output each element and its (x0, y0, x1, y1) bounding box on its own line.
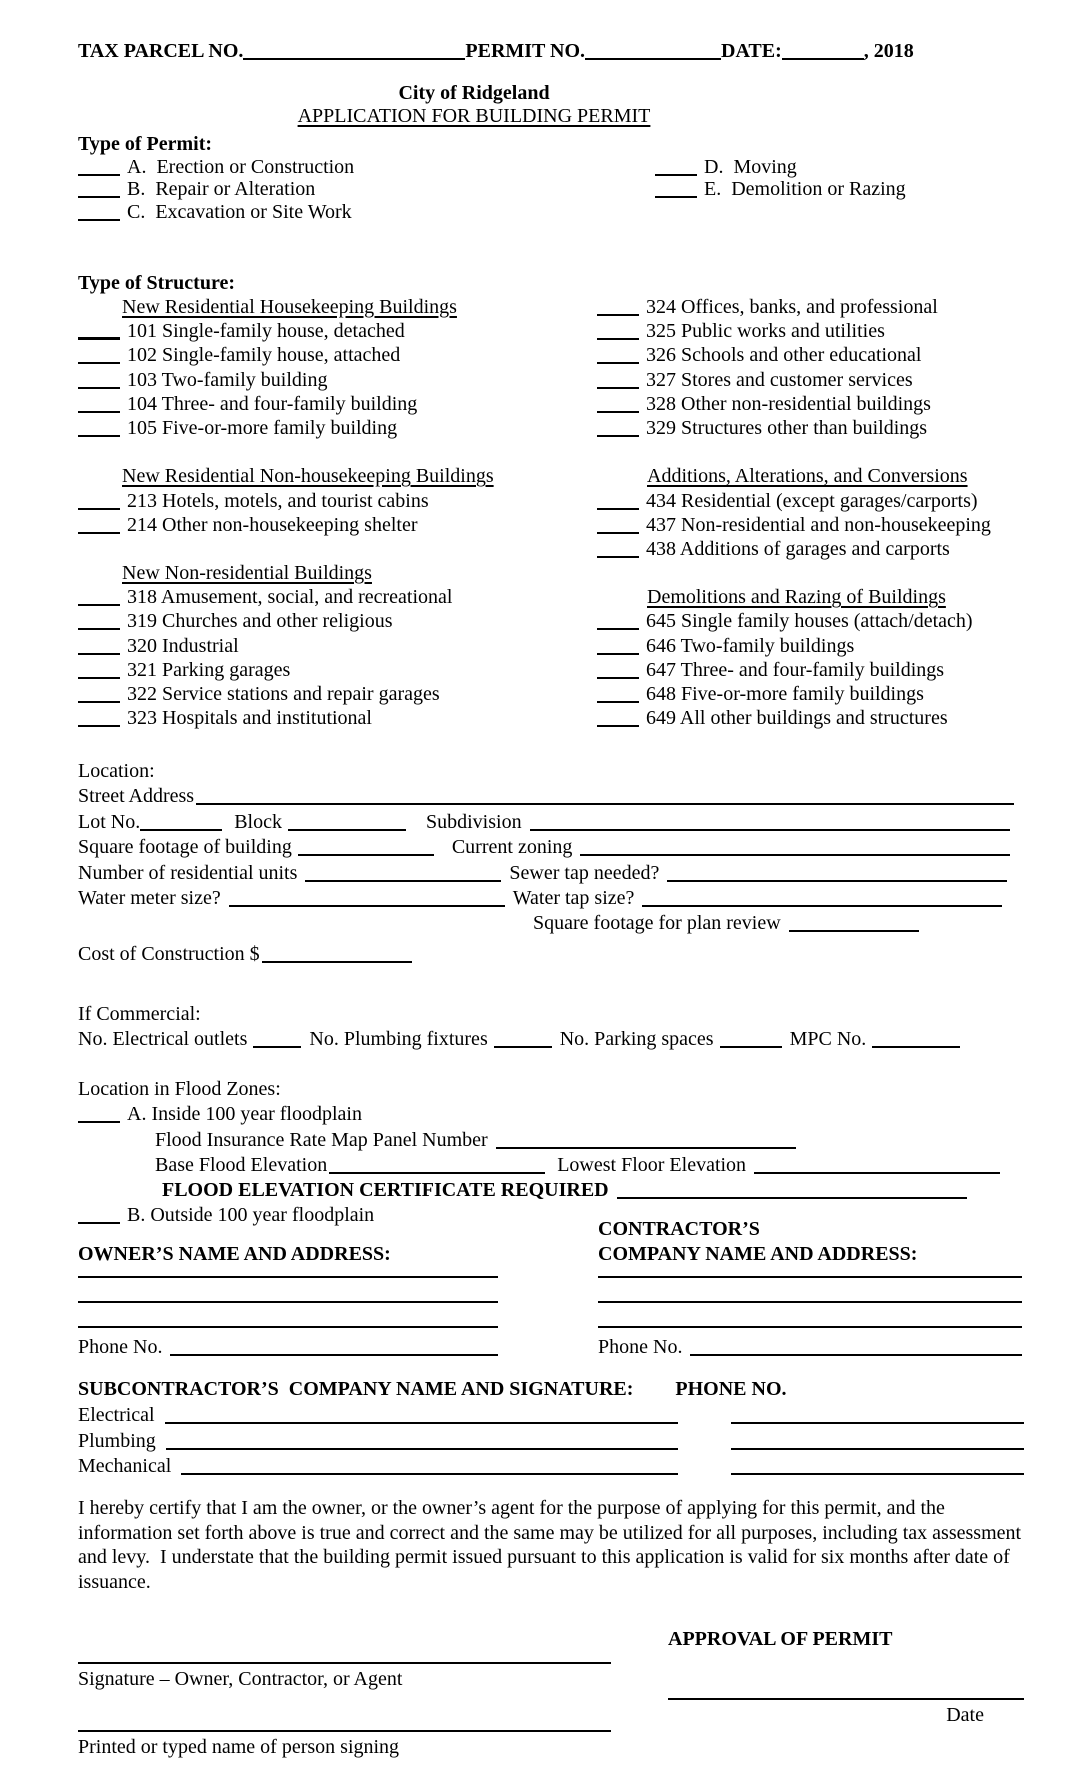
group-header-housekeeping: New Residential Housekeeping Buildings (122, 296, 457, 318)
firm-panel-label: Flood Insurance Rate Map Panel Number (155, 1128, 488, 1151)
checkbox-437[interactable] (597, 532, 639, 534)
commercial-section (78, 1003, 1024, 1054)
owner-address-line-1[interactable] (78, 1276, 498, 1278)
structure-option-647: 647 Three- and four-family buildings (646, 658, 945, 681)
sewer-tap-blank[interactable] (667, 880, 1007, 882)
base-flood-elevation-label: Base Flood Elevation (155, 1153, 328, 1176)
form-header-line (78, 40, 914, 63)
checkbox-101[interactable] (78, 337, 120, 340)
permit-type-row (78, 201, 1058, 223)
flood-certificate-label: FLOOD ELEVATION CERTIFICATE REQUIRED (162, 1179, 609, 1202)
street-address-blank[interactable] (196, 803, 1014, 805)
approval-date-label: Date (946, 1704, 984, 1726)
structure-heading: Type of Structure: (78, 272, 236, 294)
structure-option-319: 319 Churches and other religious (127, 610, 393, 633)
contractor-address-line-1[interactable] (598, 1276, 1022, 1278)
current-zoning-blank[interactable] (580, 854, 1010, 856)
subcontractor-phone-heading: PHONE NO. (675, 1378, 787, 1400)
parking-spaces-label: No. Parking spaces (559, 1028, 714, 1051)
printed-name-caption: Printed or typed name of person signing (78, 1736, 400, 1758)
lot-no-blank[interactable] (140, 829, 222, 831)
water-meter-blank[interactable] (229, 905, 505, 907)
checkbox-flood-a[interactable] (78, 1121, 120, 1123)
checkbox-blank-e[interactable] (655, 196, 697, 198)
lot-no-label: Lot No. (78, 810, 141, 833)
structure-option-325: 325 Public works and utilities (646, 320, 885, 343)
structure-option-648: 648 Five-or-more family buildings (646, 683, 924, 705)
checkbox-321[interactable] (78, 677, 120, 679)
structure-option-318: 318 Amusement, social, and recreational (127, 586, 453, 609)
tax-parcel-label: TAX PARCEL NO. (78, 40, 244, 62)
structure-option-646: 646 Two-family buildings (646, 634, 855, 657)
structure-option-104: 104 Three- and four-family building (127, 392, 418, 415)
contractor-heading-line2: COMPANY NAME AND ADDRESS: (598, 1243, 918, 1265)
owner-phone-label: Phone No. (78, 1336, 163, 1358)
permit-option-d: D. Moving (704, 156, 797, 178)
residential-units-blank[interactable] (305, 880, 501, 882)
printed-name-line[interactable] (78, 1730, 611, 1732)
plumbing-fixtures-blank[interactable] (494, 1046, 552, 1048)
structure-option-102: 102 Single-family house, attached (127, 344, 401, 367)
structure-option-437: 437 Non-residential and non-housekeeping (646, 513, 991, 536)
structure-option-326: 326 Schools and other educational (646, 344, 922, 367)
parking-spaces-blank[interactable] (720, 1046, 782, 1048)
checkbox-326[interactable] (597, 362, 639, 364)
permit-type-list (78, 156, 1058, 223)
flood-option-a: A. Inside 100 year floodplain (127, 1103, 362, 1126)
date-label: DATE: (721, 40, 782, 62)
owner-address-line-3[interactable] (78, 1326, 498, 1328)
commercial-heading: If Commercial: (78, 1003, 201, 1025)
checkbox-322[interactable] (78, 701, 120, 703)
contractor-address-line-2[interactable] (598, 1301, 1022, 1303)
flood-option-b: B. Outside 100 year floodplain (127, 1204, 375, 1227)
subcontractor-row-mechanical (78, 1455, 1024, 1481)
structure-grid (78, 296, 1058, 731)
block-blank[interactable] (288, 829, 406, 831)
electrical-phone-blank[interactable] (731, 1422, 1024, 1424)
checkbox-647[interactable] (597, 677, 639, 679)
structure-option-329: 329 Structures other than buildings (646, 416, 928, 439)
structure-option-320: 320 Industrial (127, 634, 239, 657)
lowest-floor-elevation-blank[interactable] (754, 1172, 1000, 1174)
checkbox-328[interactable] (597, 411, 639, 413)
permit-option-e: E. Demolition or Razing (704, 178, 906, 201)
electrical-outlets-blank[interactable] (253, 1046, 301, 1048)
subdivision-blank[interactable] (530, 829, 1010, 831)
signature-line[interactable] (78, 1662, 611, 1664)
structure-option-321: 321 Parking garages (127, 658, 291, 681)
checkbox-320[interactable] (78, 653, 120, 655)
structure-option-213: 213 Hotels, motels, and tourist cabins (127, 489, 429, 512)
subcontractor-heading: SUBCONTRACTOR’S COMPANY NAME AND SIGNATURE: (78, 1378, 634, 1400)
checkbox-318[interactable] (78, 604, 120, 606)
subcontractor-section (78, 1378, 1024, 1481)
signature-section (78, 1628, 1024, 1792)
water-tap-label: Water tap size? (512, 886, 635, 909)
block-label: Block (234, 810, 282, 833)
year-label: , 2018 (863, 40, 914, 62)
structure-option-324: 324 Offices, banks, and professional (646, 296, 938, 318)
permit-option-c: C. Excavation or Site Work (127, 200, 352, 223)
signature-caption: Signature – Owner, Contractor, or Agent (78, 1668, 403, 1690)
structure-option-103: 103 Two-family building (127, 368, 328, 391)
checkbox-648[interactable] (597, 701, 639, 703)
checkbox-434[interactable] (597, 508, 639, 510)
plumbing-company-blank[interactable] (166, 1448, 678, 1450)
owner-heading: OWNER’S NAME AND ADDRESS: (78, 1243, 391, 1265)
structure-option-645: 645 Single family houses (attach/detach) (646, 610, 973, 633)
checkbox-329[interactable] (597, 435, 639, 437)
street-address-label: Street Address (78, 785, 195, 808)
group-header-demolitions: Demolitions and Razing of Buildings (647, 586, 946, 609)
permit-type-heading: Type of Permit: (78, 133, 213, 155)
approval-date-line[interactable] (668, 1698, 1024, 1700)
owner-phone-blank[interactable] (170, 1354, 498, 1356)
structure-option-438: 438 Additions of garages and carports (646, 537, 950, 560)
checkbox-blank-c[interactable] (78, 219, 120, 221)
contractor-phone-label: Phone No. (598, 1336, 683, 1358)
building-sqft-label: Square footage of building (78, 836, 292, 859)
checkbox-319[interactable] (78, 628, 120, 630)
structure-option-649: 649 All other buildings and structures (646, 707, 948, 730)
title-block (78, 82, 870, 128)
checkbox-646[interactable] (597, 653, 639, 655)
flood-section (78, 1078, 1024, 1230)
electrical-company-blank[interactable] (165, 1422, 678, 1424)
mpc-no-label: MPC No. (789, 1028, 867, 1051)
contractor-phone-row (598, 1336, 1022, 1359)
owner-address-line-2[interactable] (78, 1301, 498, 1303)
flood-certificate-blank[interactable] (617, 1197, 967, 1199)
parties-section (78, 1218, 1024, 1378)
group-header-additions: Additions, Alterations, and Conversions (647, 465, 968, 488)
date-blank[interactable] (782, 58, 864, 60)
plumbing-phone-blank[interactable] (731, 1448, 1024, 1450)
mechanical-company-blank[interactable] (181, 1473, 678, 1475)
plan-review-label: Square footage for plan review (533, 912, 781, 935)
subdivision-label: Subdivision (426, 810, 522, 833)
tax-parcel-blank[interactable] (243, 58, 465, 60)
location-heading: Location: (78, 760, 155, 782)
contractor-heading-line1: CONTRACTOR’S (598, 1218, 760, 1240)
subcontractor-row-plumbing (78, 1430, 1024, 1456)
lowest-floor-elevation-label: Lowest Floor Elevation (557, 1153, 747, 1176)
checkbox-214[interactable] (78, 532, 120, 534)
checkbox-324[interactable] (597, 314, 639, 316)
water-meter-label: Water meter size? (78, 886, 221, 909)
residential-units-label: Number of residential units (78, 861, 298, 884)
checkbox-blank-d[interactable] (655, 174, 697, 176)
permit-type-row (78, 178, 1058, 200)
structure-option-322: 322 Service stations and repair garages (127, 683, 440, 705)
certification-text: I hereby certify that I am the owner, or the owner’s agent for the purpose of applying for this permit, and the information set forth above is true and correct and the same may be utilized for all purposes, including tax assessment and levy. I understate that the building permit issued pursuant to this application is valid for six months after date of issuance. (78, 1497, 1027, 1593)
checkbox-105[interactable] (78, 435, 120, 437)
group-header-non-residential: New Non-residential Buildings (122, 562, 372, 585)
subcontractor-row-electrical (78, 1404, 1024, 1430)
permit-no-label: PERMIT NO. (465, 40, 586, 62)
owner-phone-row (78, 1336, 498, 1359)
mpc-no-blank[interactable] (872, 1046, 960, 1048)
structure-option-101: 101 Single-family house, detached (127, 320, 405, 343)
plumbing-fixtures-label: No. Plumbing fixtures (309, 1028, 488, 1051)
checkbox-645[interactable] (597, 628, 639, 630)
structure-option-327: 327 Stores and customer services (646, 368, 913, 391)
construction-cost-blank[interactable] (262, 961, 412, 963)
checkbox-blank-b[interactable] (78, 196, 120, 198)
form-title: APPLICATION FOR BUILDING PERMIT (297, 105, 651, 127)
checkbox-blank-a[interactable] (78, 174, 120, 176)
firm-panel-blank[interactable] (496, 1147, 796, 1149)
mechanical-phone-blank[interactable] (731, 1473, 1024, 1475)
permit-option-b: B. Repair or Alteration (127, 178, 316, 201)
structure-option-328: 328 Other non-residential buildings (646, 392, 931, 415)
structure-option-434: 434 Residential (except garages/carports) (646, 489, 978, 512)
base-flood-elevation-blank[interactable] (329, 1172, 545, 1174)
permit-option-a: A. Erection or Construction (127, 156, 355, 178)
sewer-tap-label: Sewer tap needed? (509, 861, 660, 884)
contractor-address-line-3[interactable] (598, 1326, 1022, 1328)
checkbox-649[interactable] (597, 725, 639, 727)
checkbox-213[interactable] (78, 508, 120, 510)
location-section (78, 760, 1024, 968)
checkbox-104[interactable] (78, 411, 120, 413)
checkbox-327[interactable] (597, 387, 639, 389)
current-zoning-label: Current zoning (451, 836, 573, 859)
water-tap-blank[interactable] (642, 905, 1002, 907)
structure-option-323: 323 Hospitals and institutional (127, 707, 372, 730)
checkbox-325[interactable] (597, 338, 639, 340)
electrical-label: Electrical (78, 1404, 155, 1426)
checkbox-323[interactable] (78, 725, 120, 727)
checkbox-103[interactable] (78, 387, 120, 389)
structure-option-105: 105 Five-or-more family building (127, 416, 398, 439)
construction-cost-label: Cost of Construction $ (78, 942, 260, 965)
plan-review-blank[interactable] (789, 930, 919, 932)
electrical-outlets-label: No. Electrical outlets (78, 1028, 248, 1051)
approval-heading: APPROVAL OF PERMIT (668, 1628, 893, 1650)
group-header-non-housekeeping: New Residential Non-housekeeping Buildings (122, 465, 494, 488)
permit-type-row (78, 156, 1058, 178)
structure-option-214: 214 Other non-housekeeping shelter (127, 513, 418, 536)
permit-no-blank[interactable] (585, 58, 721, 60)
checkbox-102[interactable] (78, 362, 120, 364)
flood-heading: Location in Flood Zones: (78, 1078, 281, 1100)
contractor-phone-blank[interactable] (690, 1354, 1022, 1356)
city-title: City of Ridgeland (398, 82, 550, 104)
mechanical-label: Mechanical (78, 1455, 172, 1477)
checkbox-438[interactable] (597, 556, 639, 558)
building-sqft-blank[interactable] (298, 854, 434, 856)
plumbing-label: Plumbing (78, 1429, 156, 1452)
